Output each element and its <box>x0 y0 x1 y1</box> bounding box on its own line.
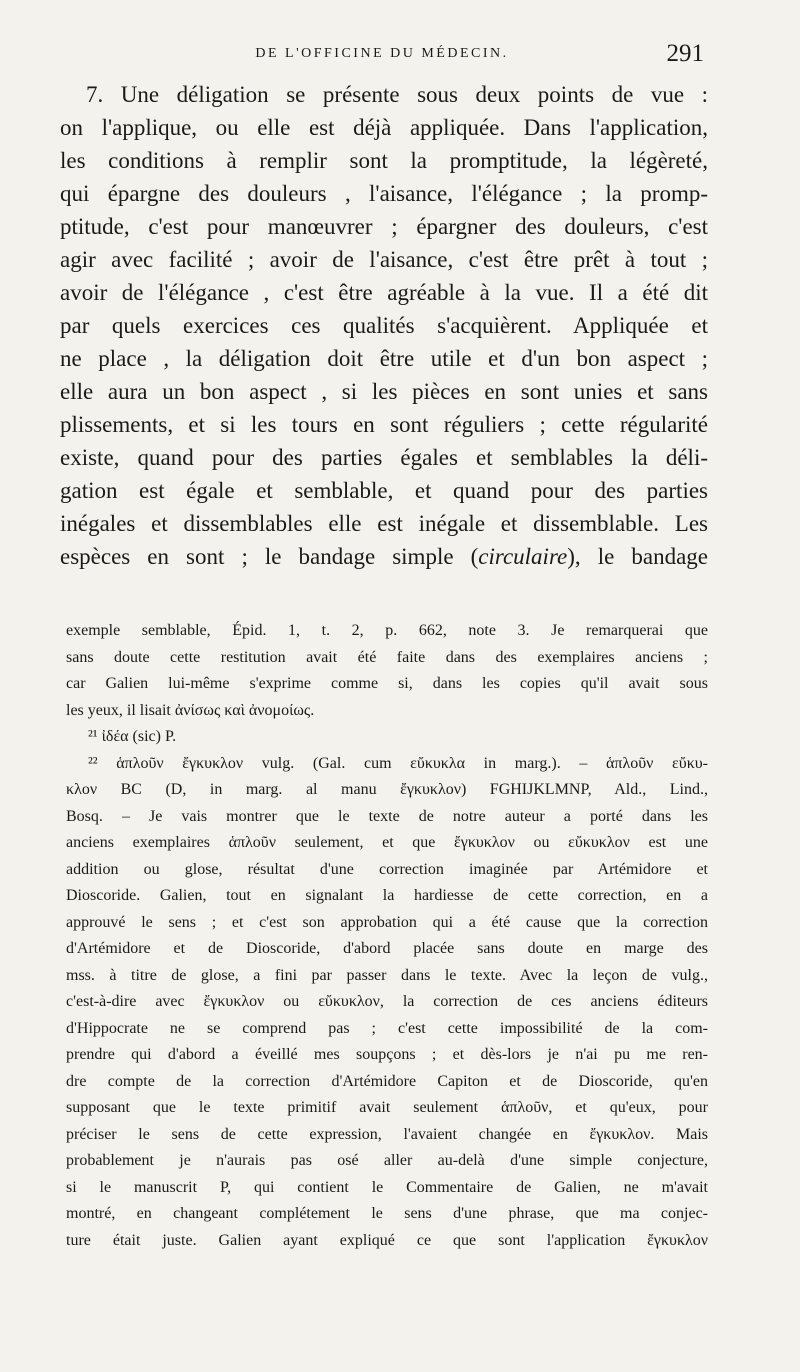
footnote-line: Bosq. – Je vais montrer que le texte de notre auteur a porté dans les <box>66 807 708 825</box>
main-text-line: avoir de l'élégance , c'est être agréable à la vue. Il a été dit <box>60 280 708 305</box>
footnote-line: Dioscoride. Galien, tout en signalant la hardiesse de cette correction, en a <box>66 887 708 904</box>
footnote-line: ²² ἁπλοῦν ἔγκυκλον vulg. (Gal. cum εὔκυκλα in marg.). – ἁπλοῦν εὔκυ- <box>88 754 708 772</box>
footnote-line: exemple semblable, Épid. 1, t. 2, p. 662, note 3. Je remarquerai que <box>66 622 708 639</box>
main-text-line: ptitude, c'est pour manœuvrer ; épargner des douleurs, c'est <box>60 214 708 239</box>
footnote-line: approuvé le sens ; et c'est son approbation qui a été cause que la correction <box>66 913 708 931</box>
main-text-line: on l'applique, ou elle est déjà appliquée. Dans l'application, <box>60 115 708 140</box>
main-text-line: agir avec facilité ; avoir de l'aisance, c'est être prêt à tout ; <box>60 247 708 272</box>
footnote-line: anciens exemplaires ἁπλοῦν seulement, et que ἔγκυκλον ou εὔκυκλον est une <box>66 834 708 851</box>
running-title: DE L'OFFICINE DU MÉDECIN. <box>255 46 509 61</box>
page-number: 291 <box>666 40 704 67</box>
footnote-line: addition ou glose, résultat d'une correction imaginée par Artémidore et <box>66 860 708 878</box>
footnote-line: probablement je n'aurais pas osé aller au-delà d'une simple conjecture, <box>66 1152 708 1169</box>
main-text-line: espèces en sont ; le bandage simple (circulaire), le bandage <box>60 544 709 569</box>
footnote-line: sans doute cette restitution avait été faite dans des exemplaires anciens ; <box>66 648 708 666</box>
footnote-line: ²¹ ἰδέα (sic) P. <box>88 728 177 745</box>
footnote-21 <box>66 724 708 751</box>
main-text-line: elle aura un bon aspect , si les pièces en sont unies et sans <box>60 379 708 404</box>
page-header <box>60 40 704 74</box>
footnote-line: dre compte de la correction d'Artémidore Capiton et de Dioscoride, qu'en <box>66 1072 708 1090</box>
main-text-line: existe, quand pour des parties égales et semblables la déli- <box>60 445 708 470</box>
main-text-line: gation est égale et semblable, et quand pour des parties <box>60 478 708 503</box>
footnote-line: ture était juste. Galien ayant expliqué ce que sont l'application ἔγκυκλον <box>66 1231 708 1249</box>
main-text-line: par quels exercices ces qualités s'acquièrent. Appliquée et <box>60 313 708 338</box>
footnote-line: supposant que le texte primitif avait seulement ἁπλοῦν, et qu'eux, pour <box>66 1099 708 1116</box>
main-text-line: plissements, et si les tours en sont réguliers ; cette régularité <box>60 412 708 437</box>
footnote-line: d'Hippocrate ne se comprend pas ; c'est cette impossibilité de la com- <box>66 1019 708 1037</box>
footnote-line: d'Artémidore et de Dioscoride, d'abord placée sans doute en marge des <box>66 940 708 957</box>
footnote-line: les yeux, il lisait ἀνίσως καὶ ἀνομοίως. <box>66 701 315 719</box>
footnote-line: car Galien lui-même s'exprime comme si, dans les copies qu'il avait sous <box>66 675 708 692</box>
footnote-line: si le manuscrit P, qui contient le Commentaire de Galien, ne m'avait <box>66 1178 708 1196</box>
footnote-line: montré, en changeant complétement le sens d'une phrase, que ma conjec- <box>66 1205 708 1222</box>
footnote-line: prendre qui d'abord a éveillé mes soupçons ; et dès-lors je n'ai pu me ren- <box>66 1046 708 1063</box>
footnote-line: préciser le sens de cette expression, l'avaient changée en ἔγκυκλον. Mais <box>66 1125 708 1143</box>
main-text-line: inégales et dissemblables elle est inégale et dissemblable. Les <box>60 511 708 536</box>
main-text-line: ne place , la déligation doit être utile et d'un bon aspect ; <box>60 346 708 371</box>
footnote-line: c'est-à-dire avec ἔγκυκλον ou εὔκυκλον, la correction de ces anciens éditeurs <box>66 993 708 1010</box>
main-text-line: les conditions à remplir sont la promptitude, la légèreté, <box>60 148 708 173</box>
footnote-line: κλον BC (D, in marg. al manu ἔγκυκλον) FGHIJKLMNP, Ald., Lind., <box>66 781 708 798</box>
main-text-line: qui épargne des douleurs , l'aisance, l'élégance ; la promp- <box>60 181 708 206</box>
main-text <box>60 78 708 573</box>
footnotes <box>66 618 708 1254</box>
footnote-line: mss. à titre de glose, a fini par passer dans le texte. Avec la leçon de vulg., <box>66 966 708 984</box>
footnote-continuation <box>66 618 708 724</box>
main-text-line: 7. Une déligation se présente sous deux points de vue : <box>86 82 708 107</box>
footnote-22 <box>66 751 708 1255</box>
italic-term: circulaire <box>478 544 568 569</box>
